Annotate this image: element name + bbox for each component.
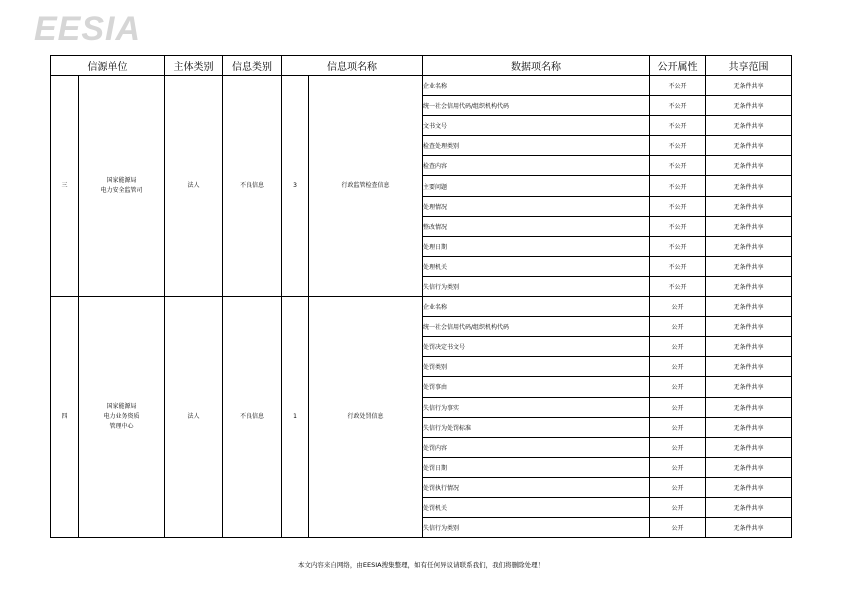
source-unit: 国家能源局 电力业务资质 管理中心 [79, 297, 165, 538]
share-scope: 无条件共享 [706, 276, 792, 296]
open-attribute: 不公开 [650, 276, 706, 296]
field-name: 文书文号 [423, 116, 650, 136]
field-name: 失信行为事实 [423, 397, 650, 417]
field-name: 处罚执行情况 [423, 477, 650, 497]
field-name: 处罚内容 [423, 437, 650, 457]
source-unit: 国家能源局 电力安全监管司 [79, 76, 165, 297]
open-attribute: 不公开 [650, 116, 706, 136]
share-scope: 无条件共享 [706, 457, 792, 477]
open-attribute: 公开 [650, 437, 706, 457]
group-number: 四 [51, 297, 79, 538]
open-attribute: 公开 [650, 417, 706, 437]
share-scope: 无条件共享 [706, 297, 792, 317]
field-name: 统一社会信用代码/组织机构代码 [423, 96, 650, 116]
group-number: 三 [51, 76, 79, 297]
item-number: 3 [282, 76, 309, 297]
field-name: 失信行为类别 [423, 518, 650, 538]
footer-note: 本文内容来自网络，由EESIA搜集整理，如有任何异议请联系我们，我们将删除处理！ [297, 561, 545, 569]
info-category: 不良信息 [223, 297, 282, 538]
table-row [51, 76, 792, 96]
field-name: 统一社会信用代码/组织机构代码 [423, 317, 650, 337]
data-table [50, 55, 792, 538]
field-name: 失信行为处罚标准 [423, 417, 650, 437]
share-scope: 无条件共享 [706, 156, 792, 176]
field-name: 检查内容 [423, 156, 650, 176]
open-attribute: 不公开 [650, 256, 706, 276]
field-name: 处罚机关 [423, 497, 650, 517]
open-attribute: 不公开 [650, 176, 706, 196]
field-name: 处理情况 [423, 196, 650, 216]
table-header-row [51, 56, 792, 76]
share-scope: 无条件共享 [706, 417, 792, 437]
share-scope: 无条件共享 [706, 96, 792, 116]
field-name: 失信行为类别 [423, 276, 650, 296]
open-attribute: 公开 [650, 457, 706, 477]
field-name: 企业名称 [423, 76, 650, 96]
open-attribute: 公开 [650, 297, 706, 317]
open-attribute: 公开 [650, 377, 706, 397]
field-name: 处罚类别 [423, 357, 650, 377]
header-subject: 主体类别 [165, 56, 223, 76]
logo: EESIA [34, 10, 142, 48]
share-scope: 无条件共享 [706, 256, 792, 276]
field-name: 处理日期 [423, 236, 650, 256]
info-category: 不良信息 [223, 76, 282, 297]
open-attribute: 公开 [650, 397, 706, 417]
item-name: 行政监管检查信息 [309, 76, 423, 297]
field-name: 处罚日期 [423, 457, 650, 477]
share-scope: 无条件共享 [706, 116, 792, 136]
open-attribute: 不公开 [650, 96, 706, 116]
share-scope: 无条件共享 [706, 477, 792, 497]
open-attribute: 公开 [650, 337, 706, 357]
open-attribute: 不公开 [650, 196, 706, 216]
open-attribute: 公开 [650, 357, 706, 377]
header-category: 信息类别 [223, 56, 282, 76]
field-name: 处罚事由 [423, 377, 650, 397]
open-attribute: 不公开 [650, 76, 706, 96]
item-name: 行政处罚信息 [309, 297, 423, 538]
share-scope: 无条件共享 [706, 236, 792, 256]
share-scope: 无条件共享 [706, 437, 792, 457]
header-source: 信源单位 [51, 56, 165, 76]
header-share: 共享范围 [706, 56, 792, 76]
field-name: 企业名称 [423, 297, 650, 317]
header-open: 公开属性 [650, 56, 706, 76]
share-scope: 无条件共享 [706, 196, 792, 216]
field-name: 检查处理类别 [423, 136, 650, 156]
field-name: 处罚决定书文号 [423, 337, 650, 357]
share-scope: 无条件共享 [706, 377, 792, 397]
share-scope: 无条件共享 [706, 136, 792, 156]
share-scope: 无条件共享 [706, 176, 792, 196]
open-attribute: 公开 [650, 497, 706, 517]
share-scope: 无条件共享 [706, 518, 792, 538]
header-item-name: 信息项名称 [282, 56, 423, 76]
share-scope: 无条件共享 [706, 317, 792, 337]
open-attribute: 不公开 [650, 236, 706, 256]
share-scope: 无条件共享 [706, 397, 792, 417]
subject-type: 法人 [165, 76, 223, 297]
share-scope: 无条件共享 [706, 357, 792, 377]
item-number: 1 [282, 297, 309, 538]
open-attribute: 公开 [650, 518, 706, 538]
table-row [51, 297, 792, 317]
open-attribute: 不公开 [650, 156, 706, 176]
share-scope: 无条件共享 [706, 76, 792, 96]
open-attribute: 不公开 [650, 216, 706, 236]
header-field: 数据项名称 [423, 56, 650, 76]
share-scope: 无条件共享 [706, 216, 792, 236]
field-name: 处理机关 [423, 256, 650, 276]
open-attribute: 公开 [650, 317, 706, 337]
subject-type: 法人 [165, 297, 223, 538]
share-scope: 无条件共享 [706, 497, 792, 517]
share-scope: 无条件共享 [706, 337, 792, 357]
open-attribute: 不公开 [650, 136, 706, 156]
field-name: 主要问题 [423, 176, 650, 196]
field-name: 整改情况 [423, 216, 650, 236]
open-attribute: 公开 [650, 477, 706, 497]
